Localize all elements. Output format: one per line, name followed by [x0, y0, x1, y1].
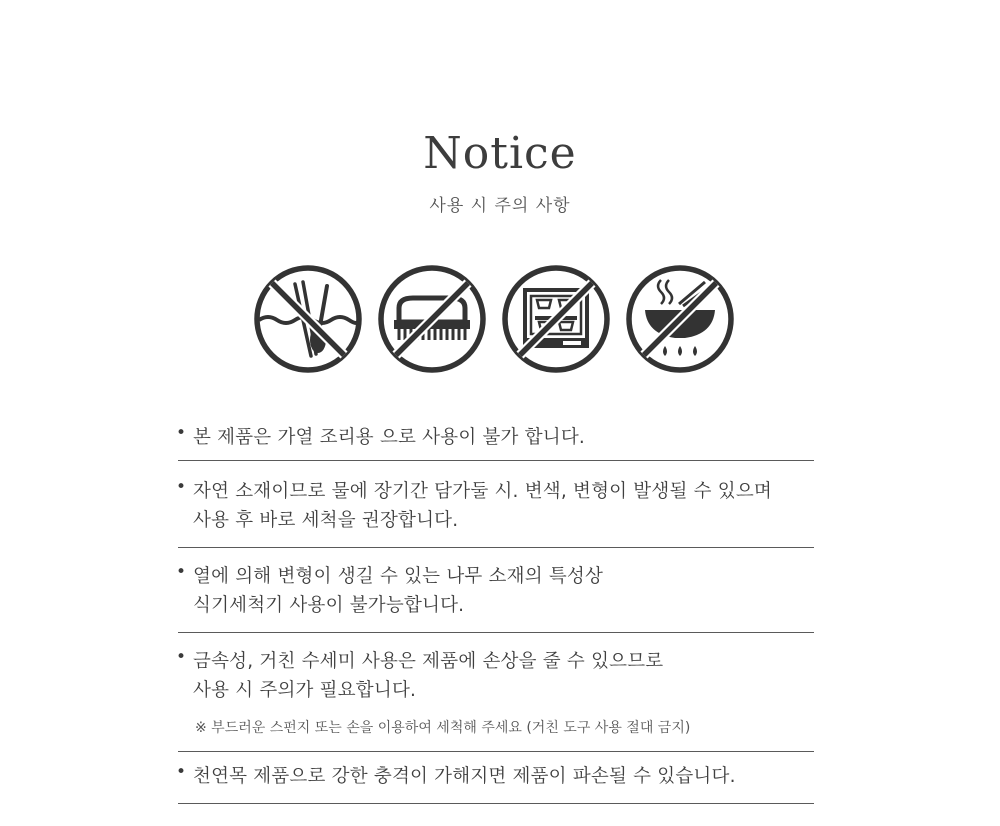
- page-title: Notice: [423, 128, 577, 179]
- notice-footnote: ※ 부드러운 스펀지 또는 손을 이용하여 세척해 주세요 (거친 도구 사용 절대 금지): [195, 720, 691, 736]
- notice-line: 사용 후 바로 세척을 권장합니다.: [193, 510, 459, 531]
- divider: [178, 460, 814, 461]
- no-scrub-brush-icon: [377, 264, 487, 374]
- no-dishwasher-icon: [501, 264, 611, 374]
- no-heating-icon: [625, 264, 735, 374]
- bullet: •: [176, 647, 187, 667]
- bullet: •: [176, 762, 187, 782]
- bullet: •: [176, 423, 187, 443]
- divider: [178, 803, 814, 804]
- notice-line: 자연 소재이므로 물에 장기간 담가둘 시. 변색, 변형이 발생될 수 있으며: [193, 481, 772, 502]
- notice-line: 천연목 제품으로 강한 충격이 가해지면 제품이 파손될 수 있습니다.: [193, 766, 736, 787]
- notice-item: [176, 423, 814, 452]
- notice-line: 열에 의해 변형이 생길 수 있는 나무 소재의 특성상: [193, 566, 604, 587]
- notice-line: 본 제품은 가열 조리용 으로 사용이 불가 합니다.: [193, 427, 585, 448]
- notice-line: 식기세척기 사용이 불가능합니다.: [193, 595, 465, 616]
- notice-item: [176, 477, 814, 535]
- divider: [178, 632, 814, 633]
- notice-line: 사용 시 주의가 필요합니다.: [193, 680, 417, 701]
- notice-item: [176, 562, 814, 620]
- bullet: •: [176, 477, 187, 497]
- notice-line: 금속성, 거친 수세미 사용은 제품에 손상을 줄 수 있으므로: [193, 651, 664, 672]
- notice-list: [176, 423, 814, 804]
- notice-item: [176, 762, 814, 791]
- divider: [178, 751, 814, 752]
- bullet: •: [176, 562, 187, 582]
- warning-icons-row: [253, 264, 733, 376]
- no-soaking-icon: [253, 264, 363, 374]
- divider: [178, 547, 814, 548]
- page-subtitle: 사용 시 주의 사항: [429, 196, 571, 216]
- notice-item: [176, 647, 814, 737]
